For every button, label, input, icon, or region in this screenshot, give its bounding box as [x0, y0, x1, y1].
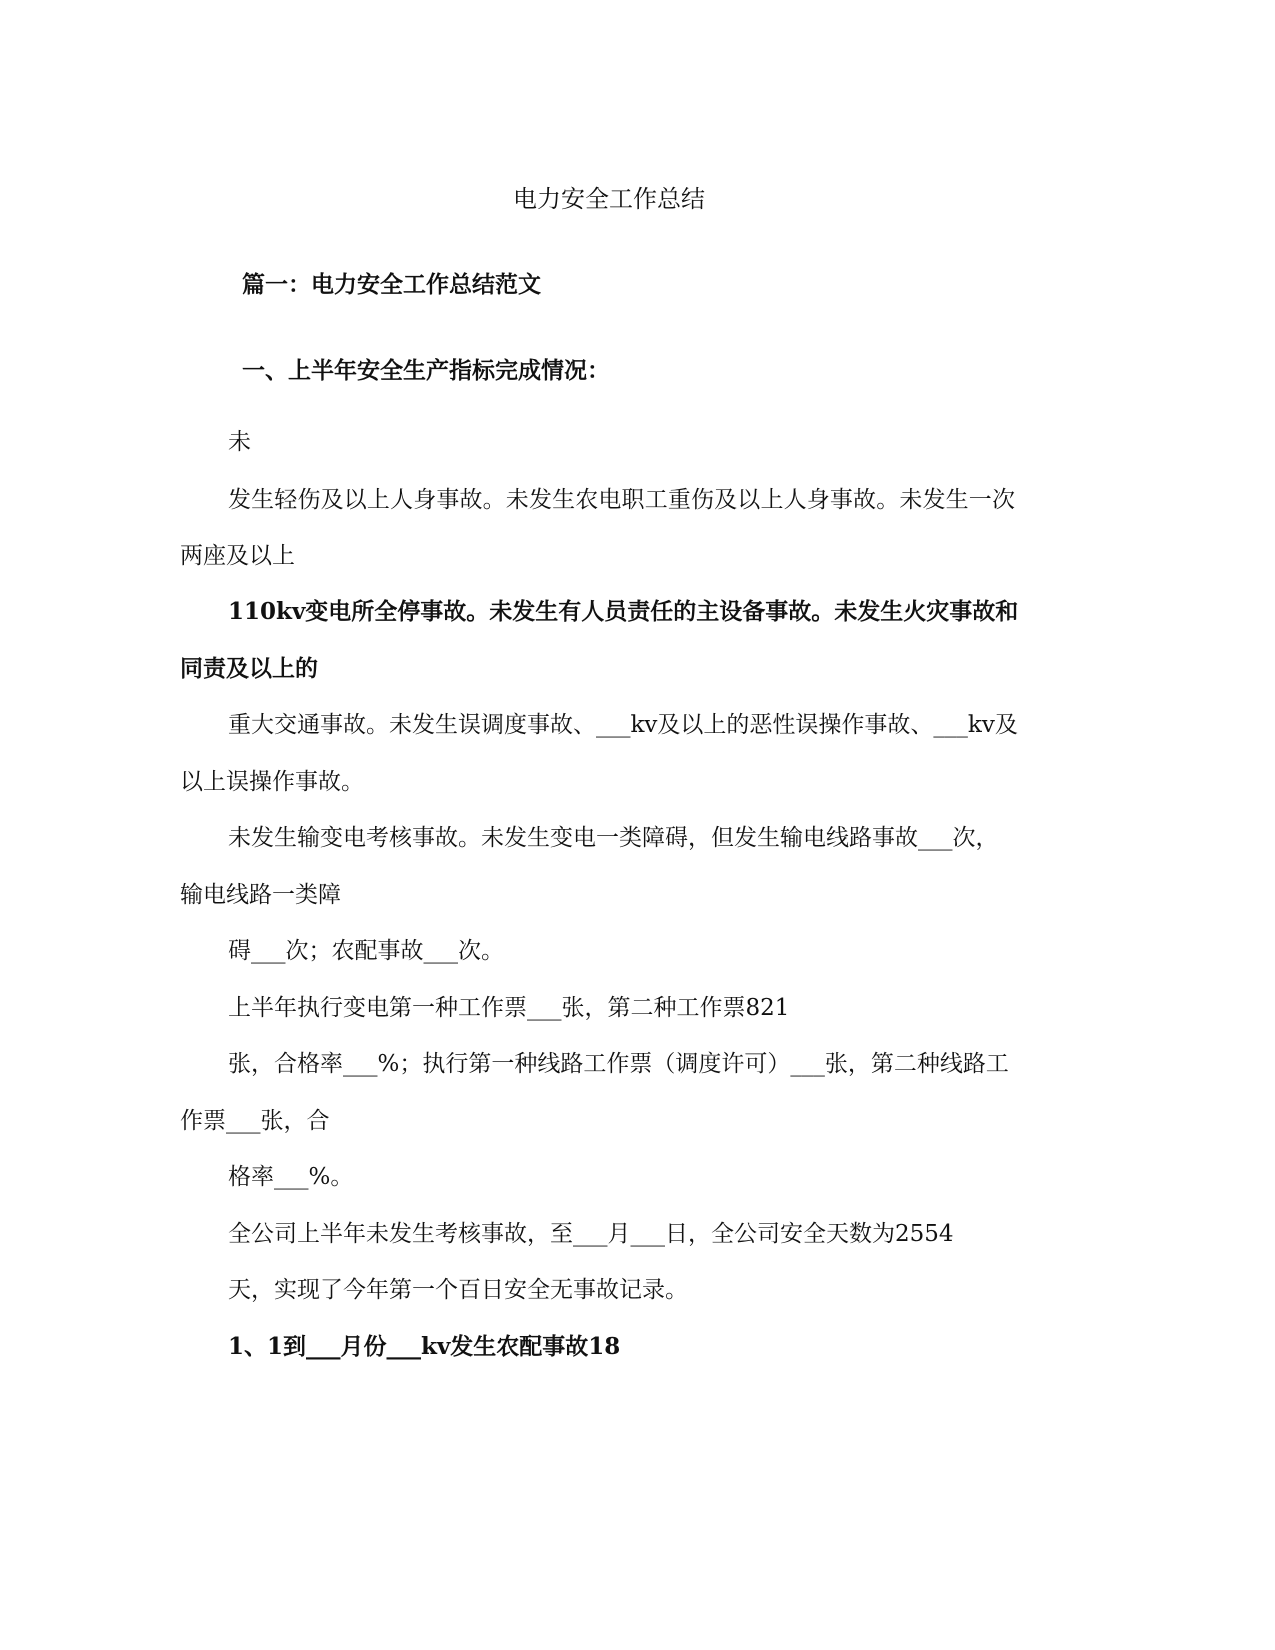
paragraph-line: 未 [228, 429, 251, 455]
paragraph-line: 碍___次；农配事故___次。 [228, 938, 504, 964]
paragraph-line: 重大交通事故。未发生误调度事故、___kv及以上的恶性误操作事故、___kv及 [228, 712, 1018, 738]
list-item-heading: 1、1到___月份___kv发生农配事故18 [228, 1333, 621, 1360]
paragraph-line: 未发生输变电考核事故。未发生变电一类障碍，但发生输电线路事故___次， [228, 825, 999, 851]
paragraph-line: 发生轻伤及以上人身事故。未发生农电职工重伤及以上人身事故。未发生一次 [228, 487, 1016, 513]
paragraph-line: 全公司上半年未发生考核事故，至___月___日，全公司安全天数为2554 [228, 1221, 954, 1247]
part-heading: 篇一：电力安全工作总结范文 [242, 271, 541, 298]
paragraph-line: 作票___张，合 [180, 1108, 330, 1134]
paragraph-line: 天，实现了今年第一个百日安全无事故记录。 [228, 1277, 688, 1303]
document-title: 电力安全工作总结 [513, 185, 705, 213]
paragraph-line: 上半年执行变电第一种工作票___张，第二种工作票821 [228, 995, 790, 1021]
paragraph-line: 两座及以上 [180, 543, 295, 569]
paragraph-line: 110kv变电所全停事故。未发生有人员责任的主设备事故。未发生火灾事故和 [228, 598, 1019, 625]
paragraph-line: 张，合格率___%；执行第一种线路工作票（调度许可）___张，第二种线路工 [228, 1051, 1009, 1077]
paragraph-line: 以上误操作事故。 [180, 769, 364, 795]
paragraph-line: 格率___%。 [228, 1164, 354, 1190]
section-heading: 一、上半年安全生产指标完成情况： [242, 357, 610, 384]
paragraph-line: 输电线路一类障 [180, 882, 341, 908]
paragraph-line: 同责及以上的 [180, 655, 318, 682]
